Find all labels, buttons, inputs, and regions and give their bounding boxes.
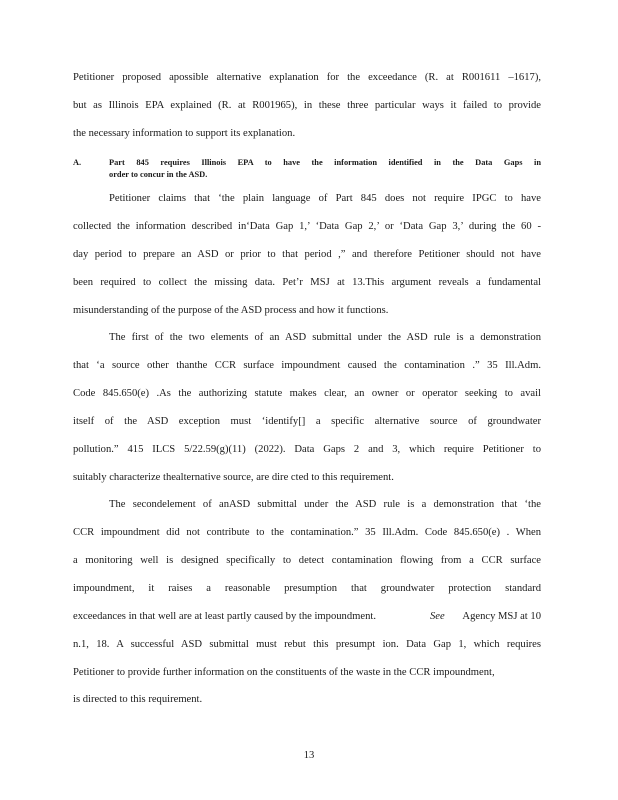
text-segment: Agency MSJ at 10 — [462, 611, 541, 622]
see-signal: See — [430, 611, 445, 622]
text-line: itself of the ASD exception must ‘identify[] a specific alternative source of groundwater — [73, 416, 541, 427]
text-line: Code 845.650(e) .As the authorizing statute makes clear, an owner or operator seeking to avail — [73, 388, 541, 399]
heading-line: order to concur in the ASD. — [109, 170, 208, 179]
text-line: CCR impoundment did not contribute to the contamination.” 35 Ill.Adm. Code 845.650(e) . When — [73, 527, 541, 538]
text-line: misunderstanding of the purpose of the ASD process and how it functions. — [73, 305, 389, 316]
text-line: pollution.” 415 ILCS 5/22.59(g)(11) (2022). Data Gaps 2 and 3, which require Petitioner to — [73, 444, 541, 455]
text-line: but as Illinois EPA explained (R. at R001965), in these three particular ways it failed to provide — [73, 100, 541, 111]
text-line: Petitioner to provide further information on the constituents of the waste in the CCR impoundment, — [73, 667, 495, 678]
text-line: been required to collect the missing data. Pet’r MSJ at 13.This argument reveals a fundamental — [73, 277, 541, 288]
heading-line: Part 845 requires Illinois EPA to have the information identified in the Data Gaps in — [109, 158, 541, 167]
text-line: the necessary information to support its explanation. — [73, 128, 296, 139]
text-line: Petitioner proposed apossible alternative explanation for the exceedance (R. at R001611 –1617), — [73, 72, 541, 83]
text-line: collected the information described in‘Data Gap 1,’ ‘Data Gap 2,’ or ‘Data Gap 3,’ during the 60 - — [73, 221, 541, 232]
text-line — [73, 610, 541, 624]
text-line: Petitioner claims that ‘the plain language of Part 845 does not require IPGC to have — [109, 193, 541, 204]
text-line: The first of the two elements of an ASD submittal under the ASD rule is a demonstration — [109, 332, 541, 343]
text-line: is directed to this requirement. — [73, 694, 203, 705]
heading-letter: A. — [73, 158, 82, 167]
text-line: The secondelement of anASD submittal under the ASD rule is a demonstration that ‘the — [109, 499, 541, 510]
text-segment: exceedances in that well are at least partly caused by the impoundment. — [73, 611, 376, 622]
text-line: n.1, 18. A successful ASD submittal must rebut this presumpt ion. Data Gap 1, which requires — [73, 639, 541, 650]
page-number: 13 — [303, 750, 315, 761]
text-line: a monitoring well is designed specifically to detect contamination flowing from a CCR surface — [73, 555, 541, 566]
text-line: impoundment, it raises a reasonable presumption that groundwater protection standard — [73, 583, 541, 594]
text-line: that ‘a source other thanthe CCR surface impoundment caused the contamination .” 35 Ill.Adm. — [73, 360, 541, 371]
text-line: day period to prepare an ASD or prior to that period ,” and therefore Petitioner should not have — [73, 249, 541, 260]
text-line: suitably characterize thealternative source, are dire cted to this requirement. — [73, 472, 394, 483]
